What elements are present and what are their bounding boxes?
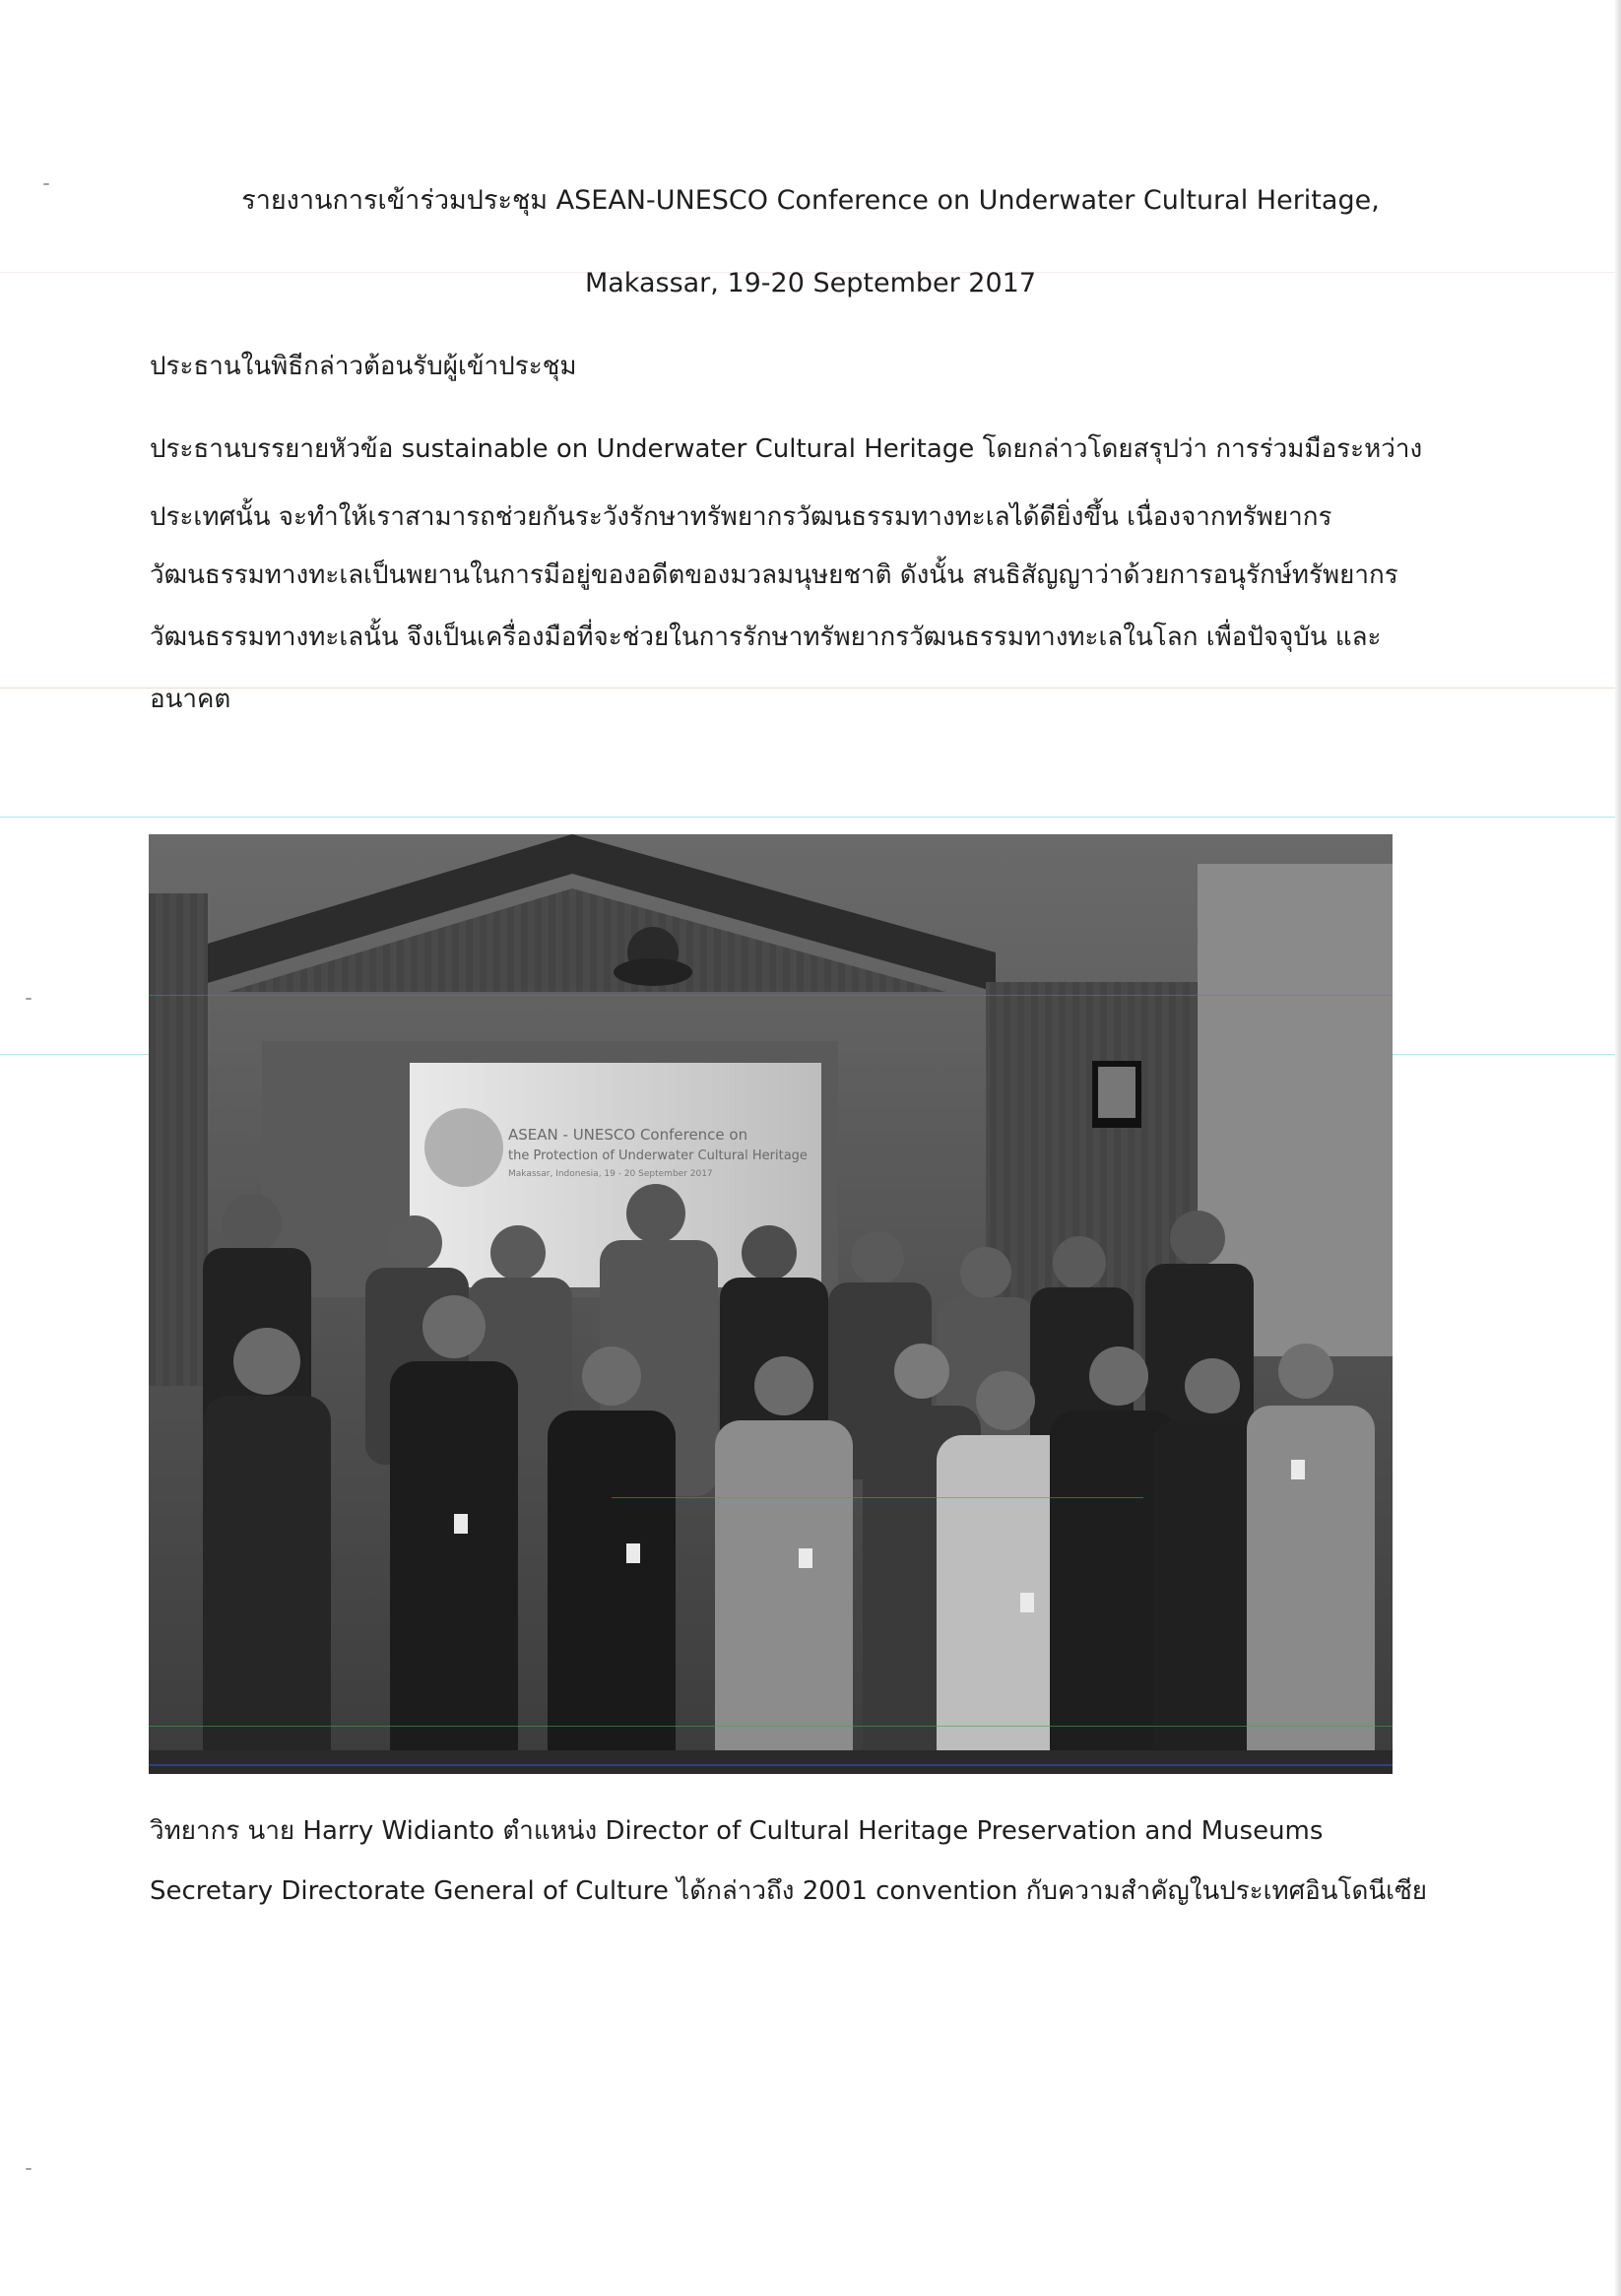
- report-title-line-1: รายงานการเข้าร่วมประชุม ASEAN-UNESCO Conference on Underwater Cultural Heritage,: [241, 185, 1380, 216]
- report-title-line-2: Makassar, 19-20 September 2017: [584, 268, 1037, 298]
- screen-text: ASEAN - UNESCO Conference on: [508, 1126, 748, 1144]
- caption-line: Secretary Directorate General of Culture ได้กล่าวถึง 2001 convention กับความสำคัญในประเทศอินโดนีเซีย: [150, 1876, 1427, 1906]
- group-photo: [149, 834, 1393, 1774]
- caption-line: วิทยากร นาย Harry Widianto ตำแหน่ง Director of Cultural Heritage Preservation and Museums: [150, 1816, 1324, 1846]
- scan-speck: [26, 998, 32, 1000]
- scan-artifact-line: [0, 688, 1615, 689]
- paragraph-line: วัฒนธรรมทางทะเลเป็นพยานในการมีอยู่ของอดีตของมวลมนุษยชาติ ดังนั้น สนธิสัญญาว่าด้วยการอนุรักษ์ทรัพยากร: [150, 560, 1398, 590]
- paragraph-line: ประเทศนั้น จะทำให้เราสามารถช่วยกันระวังรักษาทรัพยากรวัฒนธรรมทางทะเลได้ดียิ่งขึ้น เนื่องจากทรัพยากร: [150, 502, 1332, 532]
- screen-text: Makassar, Indonesia, 19 - 20 September 2017: [508, 1169, 713, 1179]
- paragraph-line: วัฒนธรรมทางทะเลนั้น จึงเป็นเครื่องมือที่จะช่วยในการรักษาทรัพยากรวัฒนธรรมทางทะเลในโลก เพื่อปัจจุบัน และ: [150, 623, 1382, 652]
- paragraph-line: อนาคต: [150, 685, 231, 714]
- scan-artifact-line: [0, 817, 1615, 818]
- section-heading: ประธานในพิธีกล่าวต้อนรับผู้เข้าประชุม: [150, 352, 577, 381]
- scan-page-edge: [1615, 0, 1621, 2296]
- paragraph-line: ประธานบรรยายหัวข้อ sustainable on Underwater Cultural Heritage โดยกล่าวโดยสรุปว่า การร่วมมือระหว่าง: [150, 434, 1423, 464]
- screen-text: the Protection of Underwater Cultural Heritage: [508, 1148, 808, 1163]
- scan-speck: [26, 2168, 32, 2170]
